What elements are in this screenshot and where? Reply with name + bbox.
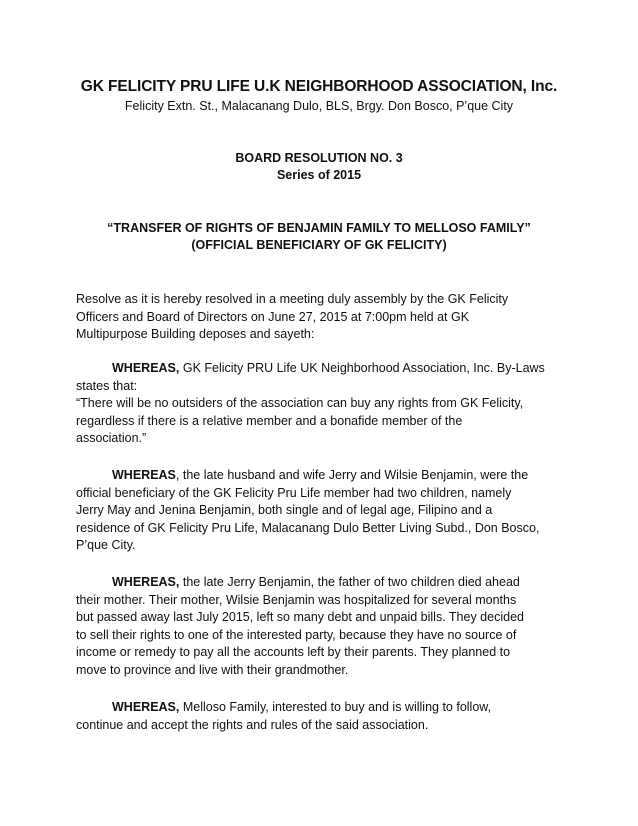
whereas-paragraph-1 — [76, 360, 566, 448]
whereas-keyword: WHEREAS, — [112, 700, 180, 714]
intro-paragraph — [76, 291, 566, 344]
paragraph-line: continue and accept the rights and rules of the said association. — [76, 717, 429, 732]
paragraph-line: “There will be no outsiders of the association can buy any rights from GK Felicity, — [76, 396, 524, 411]
paragraph-line: states that: — [76, 378, 138, 393]
whereas-paragraph-3 — [76, 574, 566, 680]
paragraph-first-line — [76, 699, 566, 717]
resolution-number: BOARD RESOLUTION NO. 3 — [235, 151, 403, 165]
resolution-series: Series of 2015 — [276, 168, 362, 182]
paragraph-text: , the late husband and wife Jerry and Wilsie Benjamin, were the — [175, 468, 529, 482]
paragraph-line: Resolve as it is hereby resolved in a meeting duly assembly by the GK Felicity — [76, 292, 509, 306]
whereas-paragraph-4 — [76, 699, 566, 734]
paragraph-line: their mother. Their mother, Wilsie Benjamin was hospitalized for several months — [76, 592, 517, 607]
paragraph-line: Multipurpose Building deposes and sayeth: — [76, 327, 315, 342]
subject-subtitle: (OFFICIAL BENEFICIARY OF GK FELICITY) — [191, 238, 447, 252]
subject-title: “TRANSFER OF RIGHTS OF BENJAMIN FAMILY TO MELLOSO FAMILY” — [107, 221, 531, 235]
paragraph-line: but passed away last July 2015, left so many debt and unpaid bills. They decided — [76, 610, 524, 625]
paragraph-line: Jerry May and Jenina Benjamin, both single and of legal age, Filipino and a — [76, 503, 493, 518]
paragraph-line: Officers and Board of Directors on June 27, 2015 at 7:00pm held at GK — [76, 309, 470, 324]
whereas-keyword: WHEREAS — [112, 468, 176, 482]
paragraph-line: P’que City. — [76, 538, 136, 553]
paragraph-text: GK Felicity PRU Life UK Neighborhood Association, Inc. By-Laws — [179, 361, 545, 375]
paragraph-line: residence of GK Felicity Pru Life, Malacanang Dulo Better Living Subd., Don Bosco, — [76, 520, 540, 535]
paragraph-first-line — [76, 360, 566, 378]
paragraph-text: Melloso Family, interested to buy and is willing to follow, — [179, 700, 492, 714]
paragraph-first-line — [76, 574, 566, 592]
association-address: Felicity Extn. St., Malacanang Dulo, BLS, Brgy. Don Bosco, P’que City — [124, 99, 514, 113]
whereas-keyword: WHEREAS, — [112, 575, 180, 589]
paragraph-first-line — [76, 467, 566, 485]
paragraph-line: official beneficiary of the GK Felicity Pru Life member had two children, namely — [76, 485, 512, 500]
whereas-paragraph-2 — [76, 467, 566, 555]
paragraph-line: association.” — [76, 431, 147, 446]
whereas-keyword: WHEREAS, — [112, 361, 180, 375]
association-title: GK FELICITY PRU LIFE U.K NEIGHBORHOOD ASSOCIATION, Inc. — [80, 78, 558, 95]
paragraph-line: income or remedy to pay all the accounts left by their parents. They planned to — [76, 645, 511, 660]
paragraph-line: to sell their rights to one of the interested party, because they have no source of — [76, 627, 517, 642]
paragraph-text: the late Jerry Benjamin, the father of two children died ahead — [179, 575, 520, 589]
paragraph-line: move to province and live with their grandmother. — [76, 662, 349, 677]
paragraph-line: regardless if there is a relative member and a bonafide member of the — [76, 413, 463, 428]
